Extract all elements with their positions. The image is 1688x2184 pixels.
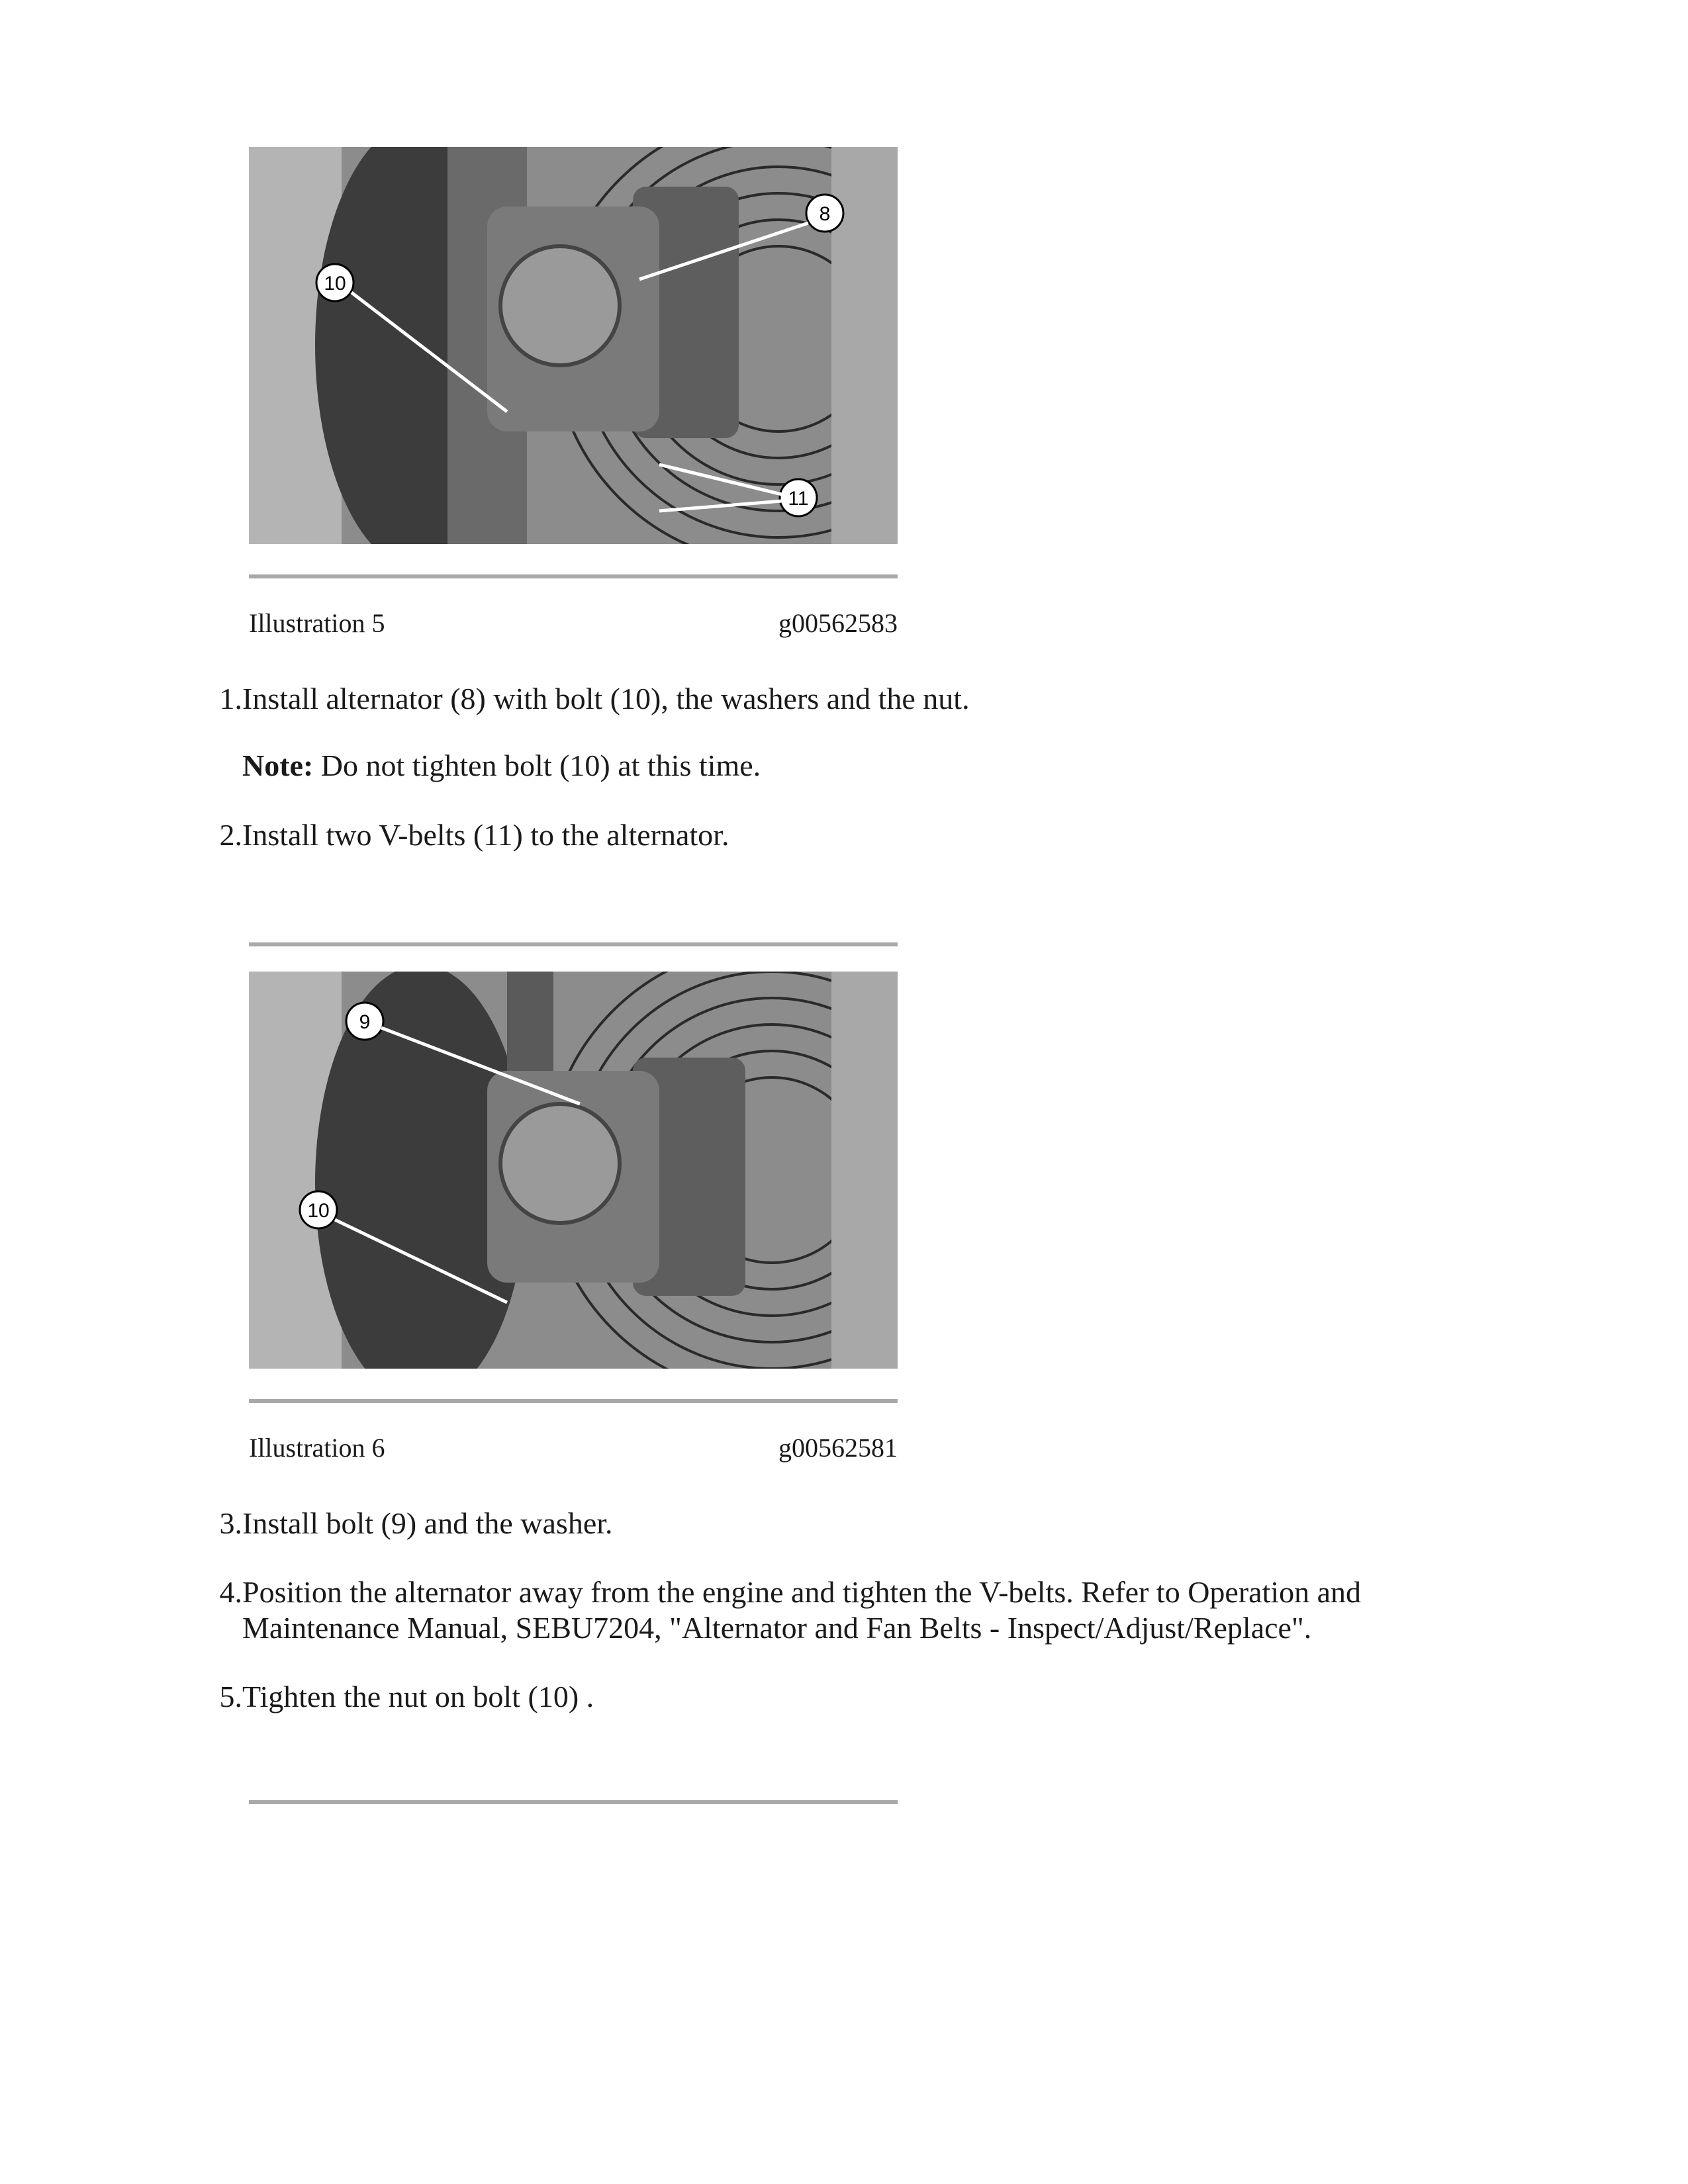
illustration-5-caption bbox=[249, 608, 898, 639]
step-number: 2. bbox=[219, 818, 242, 852]
callout-8: 8 bbox=[819, 203, 831, 225]
callout-9: 9 bbox=[359, 1011, 371, 1033]
step-text: Install alternator (8) with bolt (10), the washers and the nut. bbox=[242, 682, 970, 715]
alternator-photo-graphic bbox=[249, 972, 898, 1369]
illustration-5-photo bbox=[249, 147, 898, 544]
illustration-5-code: g00562583 bbox=[778, 608, 898, 638]
step-number: 4. bbox=[219, 1575, 242, 1609]
step-text: Install two V-belts (11) to the alternator. bbox=[242, 818, 729, 852]
illustration-5-rule bbox=[249, 574, 898, 578]
step-text: Install bolt (9) and the washer. bbox=[242, 1506, 613, 1540]
step-number: 3. bbox=[219, 1506, 242, 1540]
illustration-6-top-rule bbox=[249, 942, 898, 946]
illustration-6-caption bbox=[249, 1432, 898, 1463]
step-text-line-1: Position the alternator away from the engine and tighten the V-belts. Refer to Operation and bbox=[242, 1575, 1362, 1609]
callout-10: 10 bbox=[307, 1200, 330, 1222]
step-number: 1. bbox=[219, 682, 242, 715]
note-text: Do not tighten bolt (10) at this time. bbox=[320, 749, 761, 782]
alternator-photo-graphic bbox=[249, 147, 898, 544]
note bbox=[242, 748, 761, 783]
illustration-5-label: Illustration 5 bbox=[249, 608, 385, 638]
step-text-line-2: Maintenance Manual, SEBU7204, "Alternator and Fan Belts - Inspect/Adjust/Replace". bbox=[242, 1611, 1312, 1645]
illustration-6-rule bbox=[249, 1399, 898, 1403]
next-figure-top-rule bbox=[249, 1800, 898, 1804]
illustration-6-code: g00562581 bbox=[778, 1433, 898, 1463]
illustration-6-photo bbox=[249, 972, 898, 1369]
illustration-6-label: Illustration 6 bbox=[249, 1433, 385, 1463]
callout-11: 11 bbox=[788, 488, 809, 510]
note-label: Note: bbox=[242, 749, 314, 782]
callout-10: 10 bbox=[324, 273, 346, 295]
step-number: 5. bbox=[219, 1680, 242, 1713]
step-text: Tighten the nut on bolt (10) . bbox=[242, 1680, 594, 1713]
